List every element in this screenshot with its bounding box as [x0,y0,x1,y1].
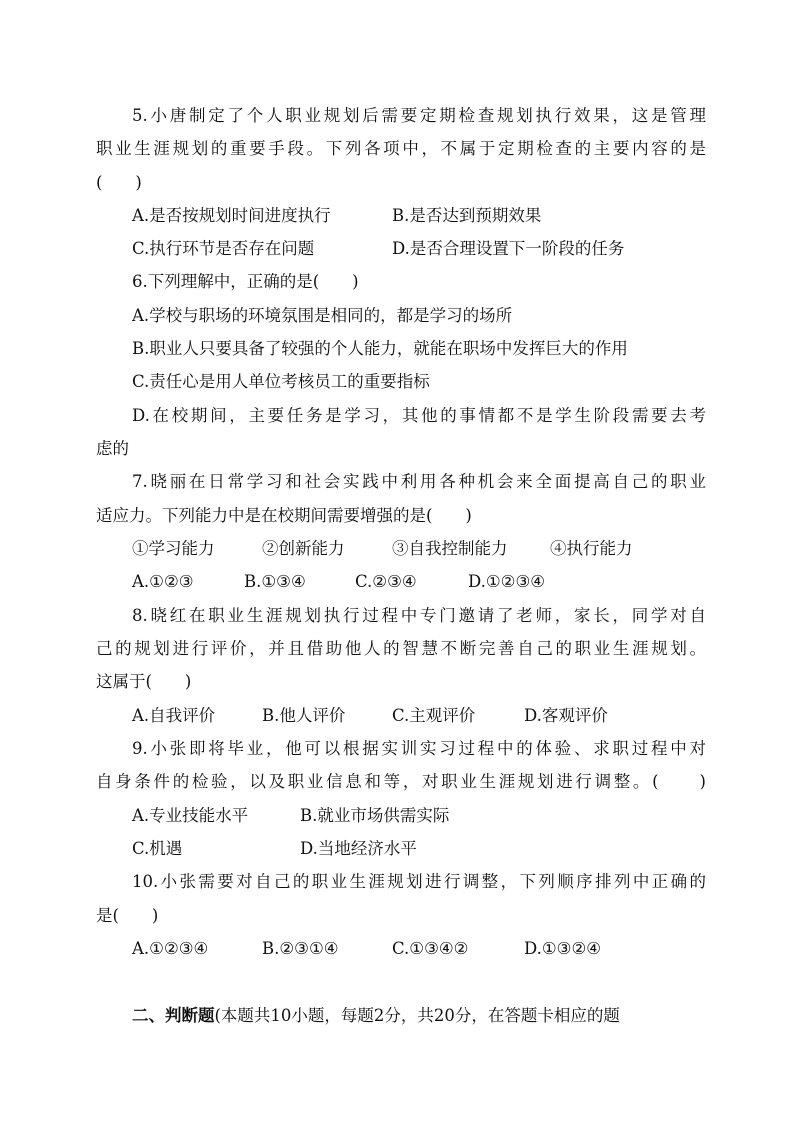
q7-option-a: A.①②③ [132,572,194,591]
q5-option-b: B.是否达到预期效果 [392,206,542,225]
q5-option-c: C.执行环节是否存在问题 [132,239,315,258]
q9-option-d: D.当地经济水平 [300,839,417,858]
q7-stem-line-1: 7.晓丽在日常学习和社会实践中利用各种机会来全面提高自己的职业 [132,472,706,491]
q8-option-c: C.主观评价 [392,706,476,725]
q5-stem-line-2: 职业生涯规划的重要手段。下列各项中，不属于定期检查的主要内容的是 [96,139,706,158]
q7-item-2: ②创新能力 [262,539,345,558]
q10-stem-line-2: 是( ) [96,906,159,925]
q6-option-b: B.职业人只要具备了较强的个人能力，就能在职场中发挥巨大的作用 [132,339,628,358]
q7-stem-line-2: 适应力。下列能力中是在校期间需要增强的是( ) [96,506,472,525]
q9-option-b: B.就业市场供需实际 [300,806,450,825]
q5-option-a: A.是否按规划时间进度执行 [132,206,331,225]
q8-stem-line-3: 这属于( ) [96,672,192,691]
q10-stem-line-1: 10.小张需要对自己的职业生涯规划进行调整，下列顺序排列中正确的 [132,872,706,891]
q6-stem: 6.下列理解中，正确的是( ) [132,272,359,291]
q9-option-c: C.机遇 [132,839,183,858]
q6-option-d-cont: 虑的 [96,439,129,458]
q9-option-a: A.专业技能水平 [132,806,249,825]
q7-option-c: C.②③④ [355,572,417,591]
q9-stem-line-2: 自身条件的检验，以及职业信息和等，对职业生涯规划进行调整。( ) [96,772,706,791]
q10-option-d: D.①③②④ [524,939,602,958]
q6-option-c: C.责任心是用人单位考核员工的重要指标 [132,372,430,391]
q9-stem-line-1: 9.小张即将毕业，他可以根据实训实习过程中的体验、求职过程中对 [132,739,706,758]
q8-option-b: B.他人评价 [262,706,346,725]
q6-option-a: A.学校与职场的环境氛围是相同的，都是学习的场所 [132,306,513,325]
q7-option-b: B.①③④ [244,572,306,591]
q6-option-d: D.在校期间，主要任务是学习，其他的事情都不是学生阶段需要去考 [132,406,706,425]
q7-item-3: ③自我控制能力 [392,539,508,558]
q8-stem-line-1: 8.晓红在职业生涯规划执行过程中专门邀请了老师，家长，同学对自 [132,606,706,625]
q7-item-1: ①学习能力 [132,539,215,558]
q5-stem-line-3: ( ) [96,173,142,192]
q7-option-d: D.①②③④ [468,572,546,591]
section-2-heading [132,1005,706,1027]
q5-option-d: D.是否合理设置下一阶段的任务 [392,239,625,258]
q10-option-a: A.①②③④ [132,939,209,958]
q8-option-d: D.客观评价 [524,706,608,725]
q5-stem-line-1: 5.小唐制定了个人职业规划后需要定期检查规划执行效果，这是管理 [132,106,706,125]
section-2-note: (本题共10小题，每题2分，共20分，在答题卡相应的题 [214,1006,620,1025]
q7-item-4: ④执行能力 [550,539,633,558]
q8-stem-line-2: 己的规划进行评价，并且借助他人的智慧不断完善自己的职业生涯规划。 [96,639,706,658]
section-2-title: 二、判断题 [132,1006,215,1025]
q10-option-c: C.①③④② [392,939,469,958]
q8-option-a: A.自我评价 [132,706,216,725]
q10-option-b: B.②③①④ [262,939,339,958]
